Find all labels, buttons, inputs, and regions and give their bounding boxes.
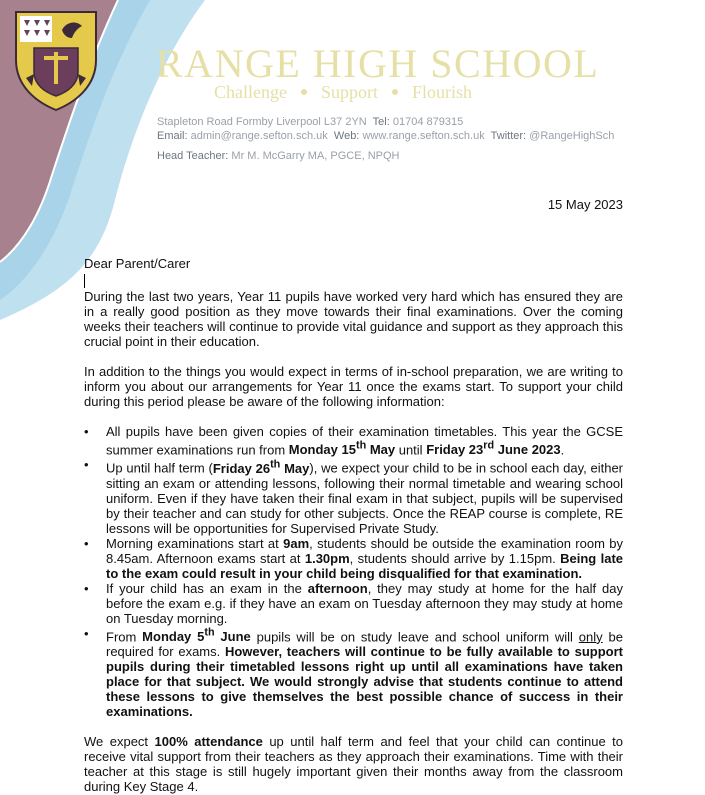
head-teacher-name: Mr M. McGarry MA, PGCE, NPQH	[231, 150, 400, 162]
list-item: • Morning examinations start at 9am, students should be outside the examination room by 8.45am. Afternoon exams start at 1.30pm, students should arrive by 1.15pm. Being late to the exam could result in your child being disqualified for that examination.	[84, 536, 623, 581]
school-crest-logo	[12, 8, 100, 112]
motto-word: Challenge	[214, 82, 287, 102]
text-cursor	[84, 274, 85, 288]
salutation: Dear Parent/Carer	[84, 256, 191, 271]
motto-word: Flourish	[412, 82, 473, 102]
tel-number: 01704 879315	[392, 116, 464, 128]
head-teacher-label: Head Teacher:	[157, 150, 229, 162]
contact-line-head	[157, 150, 399, 162]
motto-separator-dot	[301, 89, 307, 95]
list-item: • Up until half term (Friday 26th May), we expect your child to be in school each day, either sitting an exam or attending lessons, following their normal timetable and wearing school uniform. Even if they have taken their final exam in that subject, pupils will be supervised by their teacher and can study for other subjects. Once the REAP course is complete, RE lessons will be opportunities for Supervised Private Study.	[84, 457, 623, 535]
letter-date: 15 May 2023	[547, 197, 623, 212]
paragraph-arrangements: In addition to the things you would expect in terms of in-school preparation, we are writing to inform you about our arrangements for Year 11 once the exams start. To support your child during this period please be aware of the following information:	[84, 364, 623, 409]
paragraph-attendance: We expect 100% attendance up until half term and feel that your child can continue to receive vital support from their teachers as they approach their examinations. Time with their teacher at this stage is still hugely important given their months away from the classroom during Key Stage 4.	[84, 733, 624, 794]
web-label: Web:	[333, 130, 360, 142]
school-motto	[214, 82, 472, 103]
list-item: • From Monday 5th June pupils will be on study leave and school uniform will only be required for exams. However, teachers will continue to be fully available to support pupils during their timetabled lessons right up until all examinations have taken place for that subject. We would strongly advise that students continue to attend these lessons to give themselves the best possible chance of success in their examinations.	[84, 626, 623, 719]
twitter-handle[interactable]: @RangeHighSch	[529, 130, 615, 142]
letter-body	[84, 256, 623, 794]
twitter-label: Twitter:	[490, 130, 527, 142]
website-link[interactable]: www.range.sefton.sch.uk	[362, 130, 485, 142]
contact-line-address	[157, 116, 463, 128]
list-item: • If your child has an exam in the afternoon, they may study at home for the half day before the exam e.g. if they have an exam on Tuesday afternoon they may study at home on Tuesday morning.	[84, 581, 623, 626]
list-item: • All pupils have been given copies of their examination timetables. This year the GCSE summer examinations run from Monday 15th May until Friday 23rd June 2023.	[84, 424, 623, 457]
email-label: Email:	[157, 130, 188, 142]
paragraph-intro: During the last two years, Year 11 pupils have worked very hard which has ensured they are in a really good position as they move towards their final examinations. Over the coming weeks their teachers will continue to provide vital guidance and support as they approach this crucial point in their education.	[84, 289, 623, 349]
motto-word: Support	[320, 82, 378, 102]
school-address: Stapleton Road Formby Liverpool L37 2YN	[157, 116, 367, 128]
motto-separator-dot	[392, 89, 398, 95]
contact-line-online	[157, 130, 614, 142]
school-name: RANGE HIGH SCHOOL	[156, 41, 600, 86]
email-address[interactable]: admin@range.sefton.sch.uk	[190, 130, 328, 142]
information-list	[84, 424, 623, 719]
tel-label: Tel:	[372, 116, 390, 128]
